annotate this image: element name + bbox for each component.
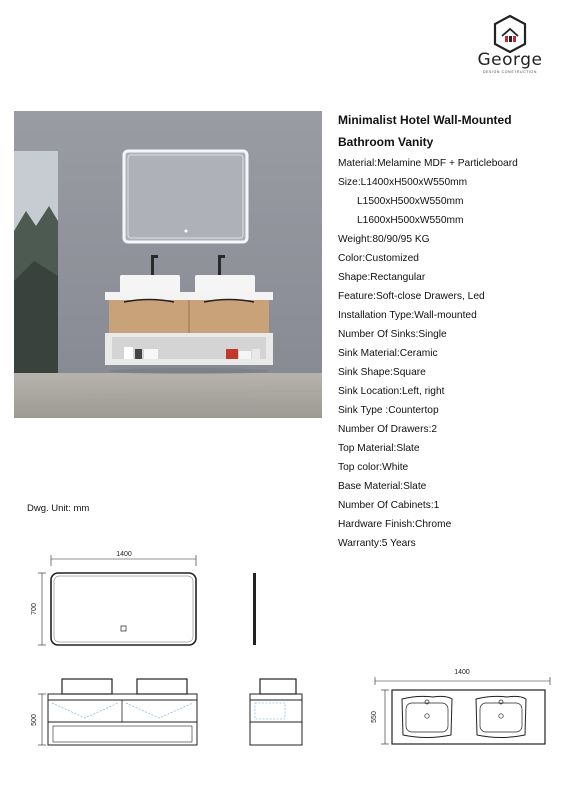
spec-item: Weight:80/90/95 KG <box>338 234 430 245</box>
top-width-label: 1400 <box>454 669 470 676</box>
spec-item: Sink Location:Left, right <box>338 386 445 397</box>
spec-item: Material:Melamine MDF + Particleboard <box>338 158 518 169</box>
spec-item: Sink Material:Ceramic <box>338 348 438 359</box>
mirror-side-drawing <box>253 573 256 645</box>
spec-item: Size:L1400xH500xW550mm <box>338 177 468 188</box>
spec-item: Shape:Rectangular <box>338 272 426 283</box>
brand-tagline: DESIGN CONSTRUCTION <box>483 70 537 74</box>
top-depth-label: 550 <box>371 711 378 723</box>
drawing-unit-label: Dwg. Unit: mm <box>27 503 90 514</box>
product-photo <box>14 111 322 418</box>
brand-name: George <box>477 50 543 70</box>
spec-item: L1600xH500xW550mm <box>357 215 464 226</box>
product-title-line2: Bathroom Vanity <box>338 135 434 149</box>
spec-item: Base Material:Slate <box>338 481 427 492</box>
mirror-front-drawing <box>31 551 196 645</box>
spec-item: Number Of Drawers:2 <box>338 424 438 435</box>
spec-list <box>338 154 558 553</box>
spec-item: Feature:Soft-close Drawers, Led <box>338 291 485 302</box>
cabinet-front-drawing <box>31 679 197 745</box>
top-plan-drawing <box>371 669 550 744</box>
spec-item: Top color:White <box>338 462 409 473</box>
cabinet-height-label: 500 <box>31 714 38 726</box>
spec-item: Sink Shape:Square <box>338 367 426 378</box>
spec-item: L1500xH500xW550mm <box>357 196 464 207</box>
product-title-line1: Minimalist Hotel Wall-Mounted <box>338 113 512 127</box>
spec-item: Number Of Sinks:Single <box>338 329 447 340</box>
house-logo-icon <box>470 14 550 54</box>
mirror-height-label: 700 <box>31 603 38 615</box>
product-title <box>338 109 553 153</box>
spec-item: Installation Type:Wall-mounted <box>338 310 477 321</box>
spec-item: Warranty:5 Years <box>338 538 416 549</box>
spec-item: Sink Type :Countertop <box>338 405 439 416</box>
brand-logo <box>470 14 550 78</box>
spec-item: Number Of Cabinets:1 <box>338 500 440 511</box>
spec-item: Color:Customized <box>338 253 419 264</box>
spec-item: Hardware Finish:Chrome <box>338 519 452 530</box>
spec-item: Top Material:Slate <box>338 443 420 454</box>
cabinet-side-drawing <box>250 679 302 745</box>
technical-drawings <box>0 540 565 800</box>
mirror-width-label: 1400 <box>116 551 132 558</box>
